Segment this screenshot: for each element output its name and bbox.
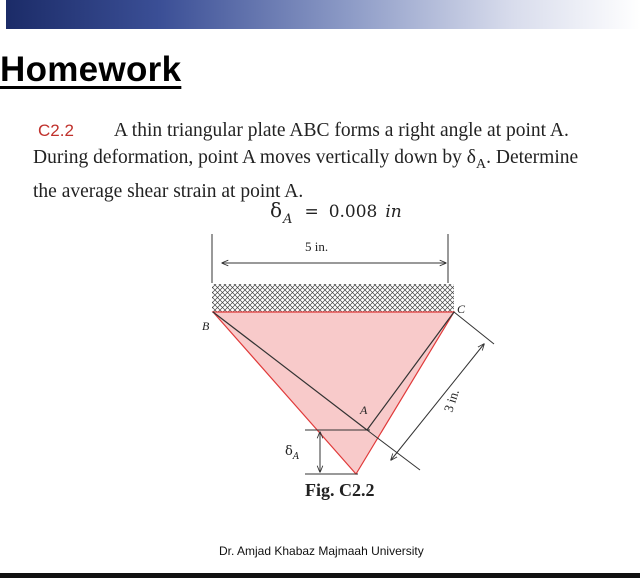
problem-line-3: the average shear strain at point A. — [33, 180, 304, 202]
figure-c2-2 — [0, 225, 640, 485]
problem-line-1 — [33, 117, 633, 144]
label-c: C — [457, 302, 466, 316]
problem-text-2-sub: A — [476, 156, 487, 172]
title-bar-gradient — [0, 0, 640, 29]
problem-text-2b: . Determine — [486, 147, 579, 168]
given-unit: in — [385, 202, 402, 222]
slide-title: Homework — [0, 50, 182, 89]
dim-ext-c — [454, 312, 494, 344]
given-number: 0.008 — [328, 202, 378, 222]
problem-number: C2.2 — [38, 121, 74, 140]
label-a: A — [360, 403, 368, 417]
slide-footer: Dr. Amjad Khabaz Majmaah University — [219, 544, 424, 558]
problem-text-1: A thin triangular plate ABC forms a right angle at point A. — [113, 120, 569, 141]
figure-caption: Fig. C2.2 — [305, 480, 375, 500]
delta-symbol: δ — [285, 444, 293, 459]
problem-text-2a: During deformation, point A moves vertically down by δ — [33, 147, 476, 168]
dim-label-top: 5 in. — [305, 239, 329, 254]
label-b: B — [202, 319, 210, 333]
deformed-plate — [213, 312, 454, 474]
bottom-rule — [0, 573, 640, 578]
title-bar-notch — [0, 0, 6, 29]
dim-label-side: 3 in. — [440, 387, 462, 414]
delta-subscript: A — [292, 452, 300, 462]
problem-line-2 — [33, 144, 633, 178]
fixed-support-hatch — [212, 284, 454, 312]
given-value — [270, 198, 402, 227]
dim-ext-a — [367, 430, 420, 470]
problem-statement — [33, 117, 633, 205]
delta-label — [285, 444, 300, 462]
given-equals: = — [304, 202, 319, 222]
given-subscript: A — [283, 212, 293, 227]
given-symbol: δ — [270, 198, 283, 222]
